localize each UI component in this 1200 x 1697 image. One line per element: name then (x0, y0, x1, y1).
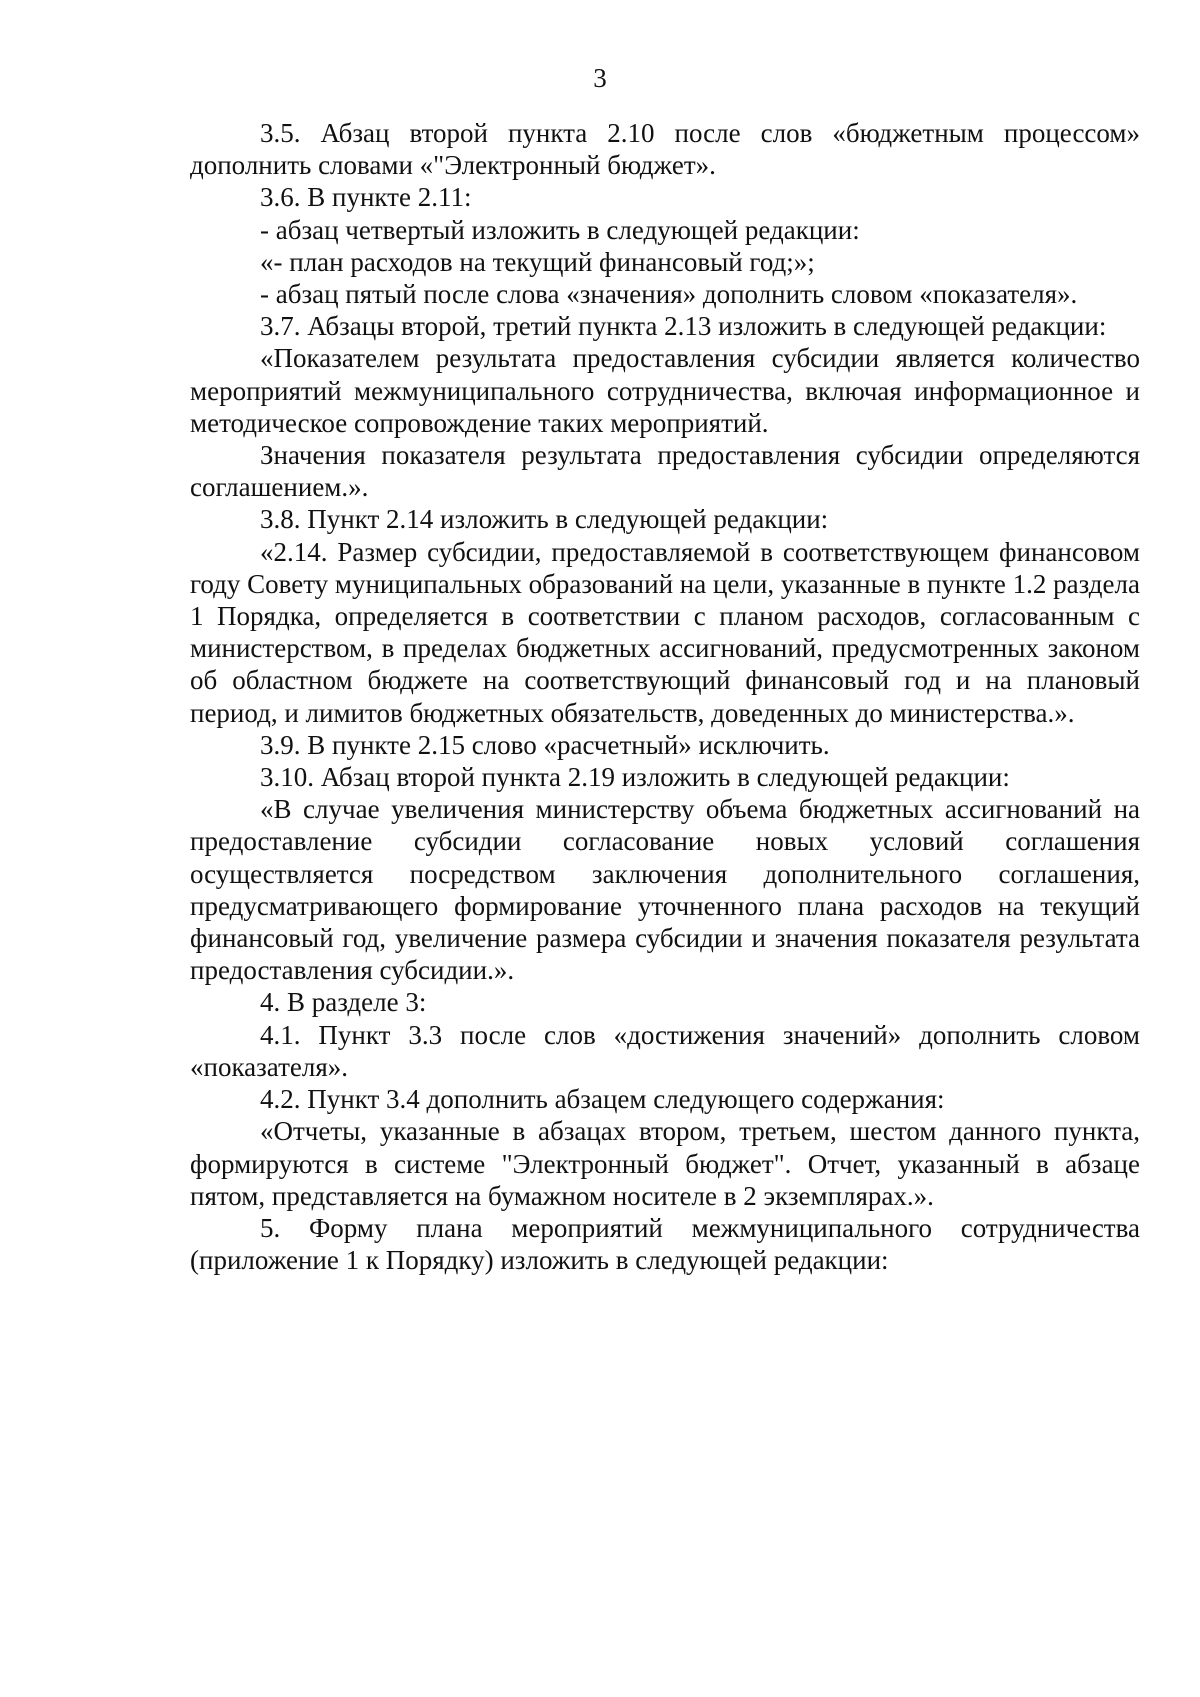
paragraph-4-2: 4.2. Пункт 3.4 дополнить абзацем следующего содержания: (260, 1084, 945, 1115)
paragraph-3-10-quote: «В случае увеличения министерству объема бюджетных ассигнований на предоставление субсидии согласование новых условий соглашения осуществляется посредством заключения дополнительного соглашения, предусматривающего формирование уточненного плана расходов на текущий финансовый год, увеличение размера субсидии и значения показателя результата предоставления субсидии.». (190, 794, 1140, 986)
paragraph-3-7: 3.7. Абзацы второй, третий пункта 2.13 изложить в следующей редакции: (260, 311, 1107, 342)
paragraph-4-2-quote: «Отчеты, указанные в абзацах втором, третьем, шестом данного пункта, формируются в системе "Электронный бюджет". Отчет, указанный в абзаце пятом, представляется на бумажном носителе в 2 экземплярах.». (190, 1116, 1140, 1211)
paragraph-3-5: 3.5. Абзац второй пункта 2.10 после слов «бюджетным процессом» дополнить словами «"Электронный бюджет». (190, 118, 1140, 181)
paragraph-3-8-quote: «2.14. Размер субсидии, предоставляемой в соответствующем финансовом году Совету муниципальных образований на цели, указанные в пункте 1.2 раздела 1 Порядка, определяется в соответствии с планом расходов, согласованным с министерством, в пределах бюджетных ассигнований, предусмотренных законом об областном бюджете на соответствующий финансовый год и на плановый период, и лимитов бюджетных обязательств, доведенных до министерства.». (190, 536, 1140, 728)
paragraph-3-6-item-1: - абзац четвертый изложить в следующей редакции: (260, 214, 860, 245)
paragraph-3-9: 3.9. В пункте 2.15 слово «расчетный» исключить. (260, 729, 830, 760)
paragraph-4-1: 4.1. Пункт 3.3 после слов «достижения значений» дополнить словом «показателя». (190, 1019, 1140, 1082)
paragraph-3-8: 3.8. Пункт 2.14 изложить в следующей редакции: (260, 504, 829, 535)
document-body (190, 117, 1140, 1276)
paragraph-3-10: 3.10. Абзац второй пункта 2.19 изложить в следующей редакции: (260, 762, 1010, 793)
paragraph-4: 4. В разделе 3: (260, 987, 427, 1018)
page-number: 3 (593, 63, 607, 93)
paragraph-5: 5. Форму плана мероприятий межмуниципального сотрудничества (приложение 1 к Порядку) изложить в следующей редакции: (190, 1212, 1140, 1276)
paragraph-3-6-item-2: - абзац пятый после слова «значения» дополнить словом «показателя». (260, 279, 1078, 310)
paragraph-3-7-quote-2: Значения показателя результата предоставления субсидии определяются соглашением.». (190, 440, 1140, 503)
paragraph-3-7-quote-1: «Показателем результата предоставления субсидии является количество мероприятий межмуниципального сотрудничества, включая информационное и методическое сопровождение таких мероприятий. (190, 343, 1140, 438)
paragraph-3-6: 3.6. В пункте 2.11: (260, 182, 472, 213)
paragraph-3-6-quote: «- план расходов на текущий финансовый год;»; (260, 246, 815, 277)
